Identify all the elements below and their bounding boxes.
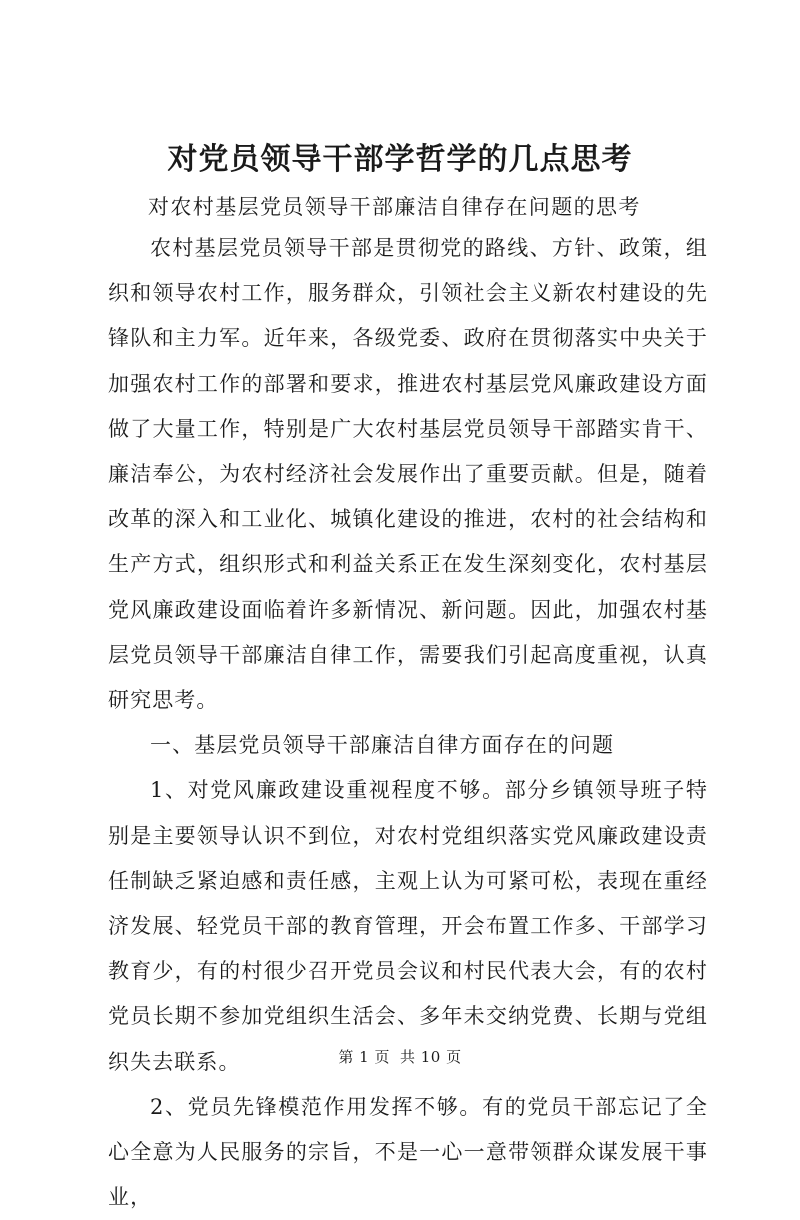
page-subtitle: 对农村基层党员领导干部廉洁自律存在问题的思考: [148, 195, 641, 219]
document-body: [108, 226, 708, 1220]
paragraph-point-1: 1、对党风廉政建设重视程度不够。部分乡镇领导班子特别是主要领导认识不到位，对农村党组织落实党风廉政建设责任制缺乏紧迫感和责任感，主观上认为可紧可松，表现在重经济发展、轻党员干部的教育管理，开会布置工作多、干部学习教育少，有的村很少召开党员会议和村民代表大会，有的农村党员长期不参加党组织生活会、多年未交纳党费、长期与党组织失去联系。: [108, 778, 708, 1074]
paragraph-point-2: 2、党员先锋模范作用发挥不够。有的党员干部忘记了全心全意为人民服务的宗旨，不是一心一意带领群众谋发展干事业，: [108, 1094, 708, 1210]
page-title: 对党员领导干部学哲学的几点思考: [167, 142, 633, 177]
page-number: 第 1 页: [338, 1048, 390, 1066]
section-heading: 一、基层党员领导干部廉洁自律方面存在的问题: [150, 733, 615, 758]
page-total: 共 10 页: [399, 1048, 462, 1066]
page-footer: [0, 1046, 800, 1068]
paragraph-intro: 农村基层党员领导干部是贯彻党的路线、方针、政策，组织和领导农村工作，服务群众，引领社会主义新农村建设的先锋队和主力军。近年来，各级党委、政府在贯彻落实中央关于加强农村工作的部署和要求，推进农村基层党风廉政建设方面做了大量工作，特别是广大农村基层党员领导干部踏实肯干、廉洁奉公，为农村经济社会发展作出了重要贡献。但是，随着改革的深入和工业化、城镇化建设的推进，农村的社会结构和生产方式，组织形式和利益关系正在发生深刻变化，农村基层党风廉政建设面临着许多新情况、新问题。因此，加强农村基层党员领导干部廉洁自律工作，需要我们引起高度重视，认真研究思考。: [108, 236, 708, 713]
